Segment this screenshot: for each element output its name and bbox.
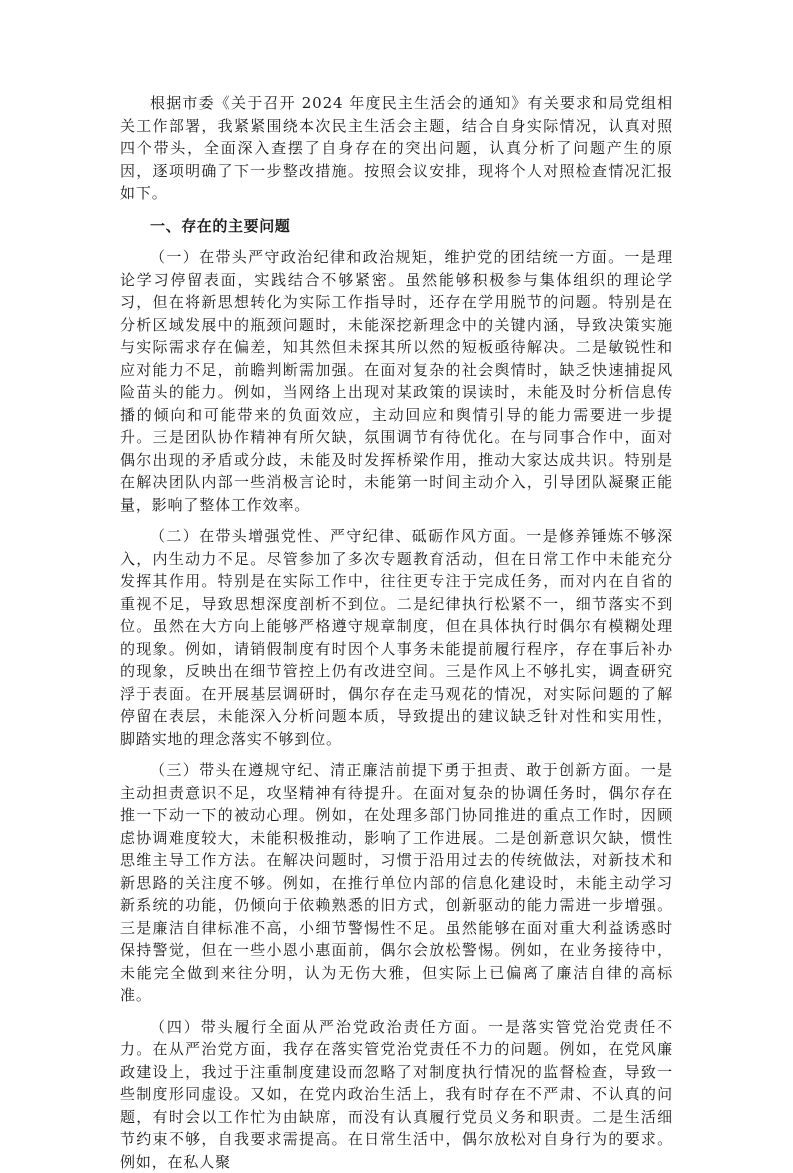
paragraph-party-governance: （四）带头履行全面从严治党政治责任方面。一是落实管党治党责任不力。在从严治党方面，我存在落实管党治党责任不力的问题。例如，在党风廉政建设上，我过于注重制度建设而忽略了对制度执行情况的监督检查，导致一些制度形同虚设。又如，在党内政治生活上，我有时存在不严肃、不认真的问题，有时会以工作忙为由缺席，而没有认真履行党员义务和职责。二是生活细节约束不够，自我要求需提高。在日常生活中，偶尔放松对自身行为的要求。例如，在私人聚: [120, 1016, 673, 1173]
paragraph-party-spirit: （二）在带头增强党性、严守纪律、砥砺作风方面。一是修养锤炼不够深入，内生动力不足。尽管参加了多次专题教育活动，但在日常工作中未能充分发挥其作用。特别是在实际工作中，往往更专注于完成任务，而对内在自省的重视不足，导致思想深度剖析不到位。二是纪律执行松紧不一，细节落实不到位。虽然在大方向上能够严格遵守规章制度，但在具体执行时偶尔有模糊处理的现象。例如，请销假制度有时因个人事务未能提前履行程序，存在事后补办的现象，反映出在细节管控上仍有改进空间。三是作风上不够扎实，调查研究浮于表面。在开展基层调研时，偶尔存在走马观花的情况，对实际问题的了解停留在表层，未能深入分析问题本质，导致提出的建议缺乏针对性和实用性，脚踏实地的理念落实不够到位。: [120, 525, 673, 750]
intro-paragraph: 根据市委《关于召开 2024 年度民主生活会的通知》有关要求和局党组相关工作部署，我紧紧围绕本次民主生活会主题，结合自身实际情况，认真对照四个带头，全面深入查摆了自身存在的突出问题，认真分析了问题产生的原因，逐项明确了下一步整改措施。按照会议安排，现将个人对照检查情况汇报如下。: [120, 92, 673, 205]
section-heading-problems: 一、存在的主要问题: [120, 215, 673, 238]
paragraph-responsibility-innovation: （三）带头在遵规守纪、清正廉洁前提下勇于担责、敢于创新方面。一是主动担责意识不足，攻坚精神有待提升。在面对复杂的协调任务时，偶尔存在推一下动一下的被动心理。例如，在处理多部门协同推进的重点工作时，因顾虑协调难度较大，未能积极推动，影响了工作进展。二是创新意识欠缺，惯性思维主导工作方法。在解决问题时，习惯于沿用过去的传统做法，对新技术和新思路的关注度不够。例如，在推行单位内部的信息化建设时，未能主动学习新系统的功能，仍倾向于依赖熟悉的旧方式，创新驱动的能力需进一步增强。三是廉洁自律标准不高，小细节警惕性不足。虽然能够在面对重大利益诱惑时保持警觉，但在一些小恩小惠面前，偶尔会放松警惕。例如，在业务接待中，未能完全做到来往分明，认为无伤大雅，但实际上已偏离了廉洁自律的高标准。: [120, 759, 673, 1007]
paragraph-political-discipline: （一）在带头严守政治纪律和政治规矩，维护党的团结统一方面。一是理论学习停留表面，实践结合不够紧密。虽然能够积极参与集体组织的理论学习，但在将新思想转化为实际工作指导时，还存在学用脱节的问题。特别是在分析区域发展中的瓶颈问题时，未能深挖新理念中的关键内涵，导致决策实施与实际需求存在偏差，知其然但未探其所以然的短板亟待解决。二是敏锐性和应对能力不足，前瞻判断需加强。在面对复杂的社会舆情时，缺乏快速捕捉风险苗头的能力。例如，当网络上出现对某政策的误读时，未能及时分析信息传播的倾向和可能带来的负面效应，主动回应和舆情引导的能力需要进一步提升。三是团队协作精神有所欠缺，氛围调节有待优化。在与同事合作中，面对偶尔出现的矛盾或分歧，未能及时发挥桥梁作用，推动大家达成共识。特别是在解决团队内部一些消极言论时，未能第一时间主动介入，引导团队凝聚正能量，影响了整体工作效率。: [120, 246, 673, 516]
document-body: [120, 92, 673, 1173]
